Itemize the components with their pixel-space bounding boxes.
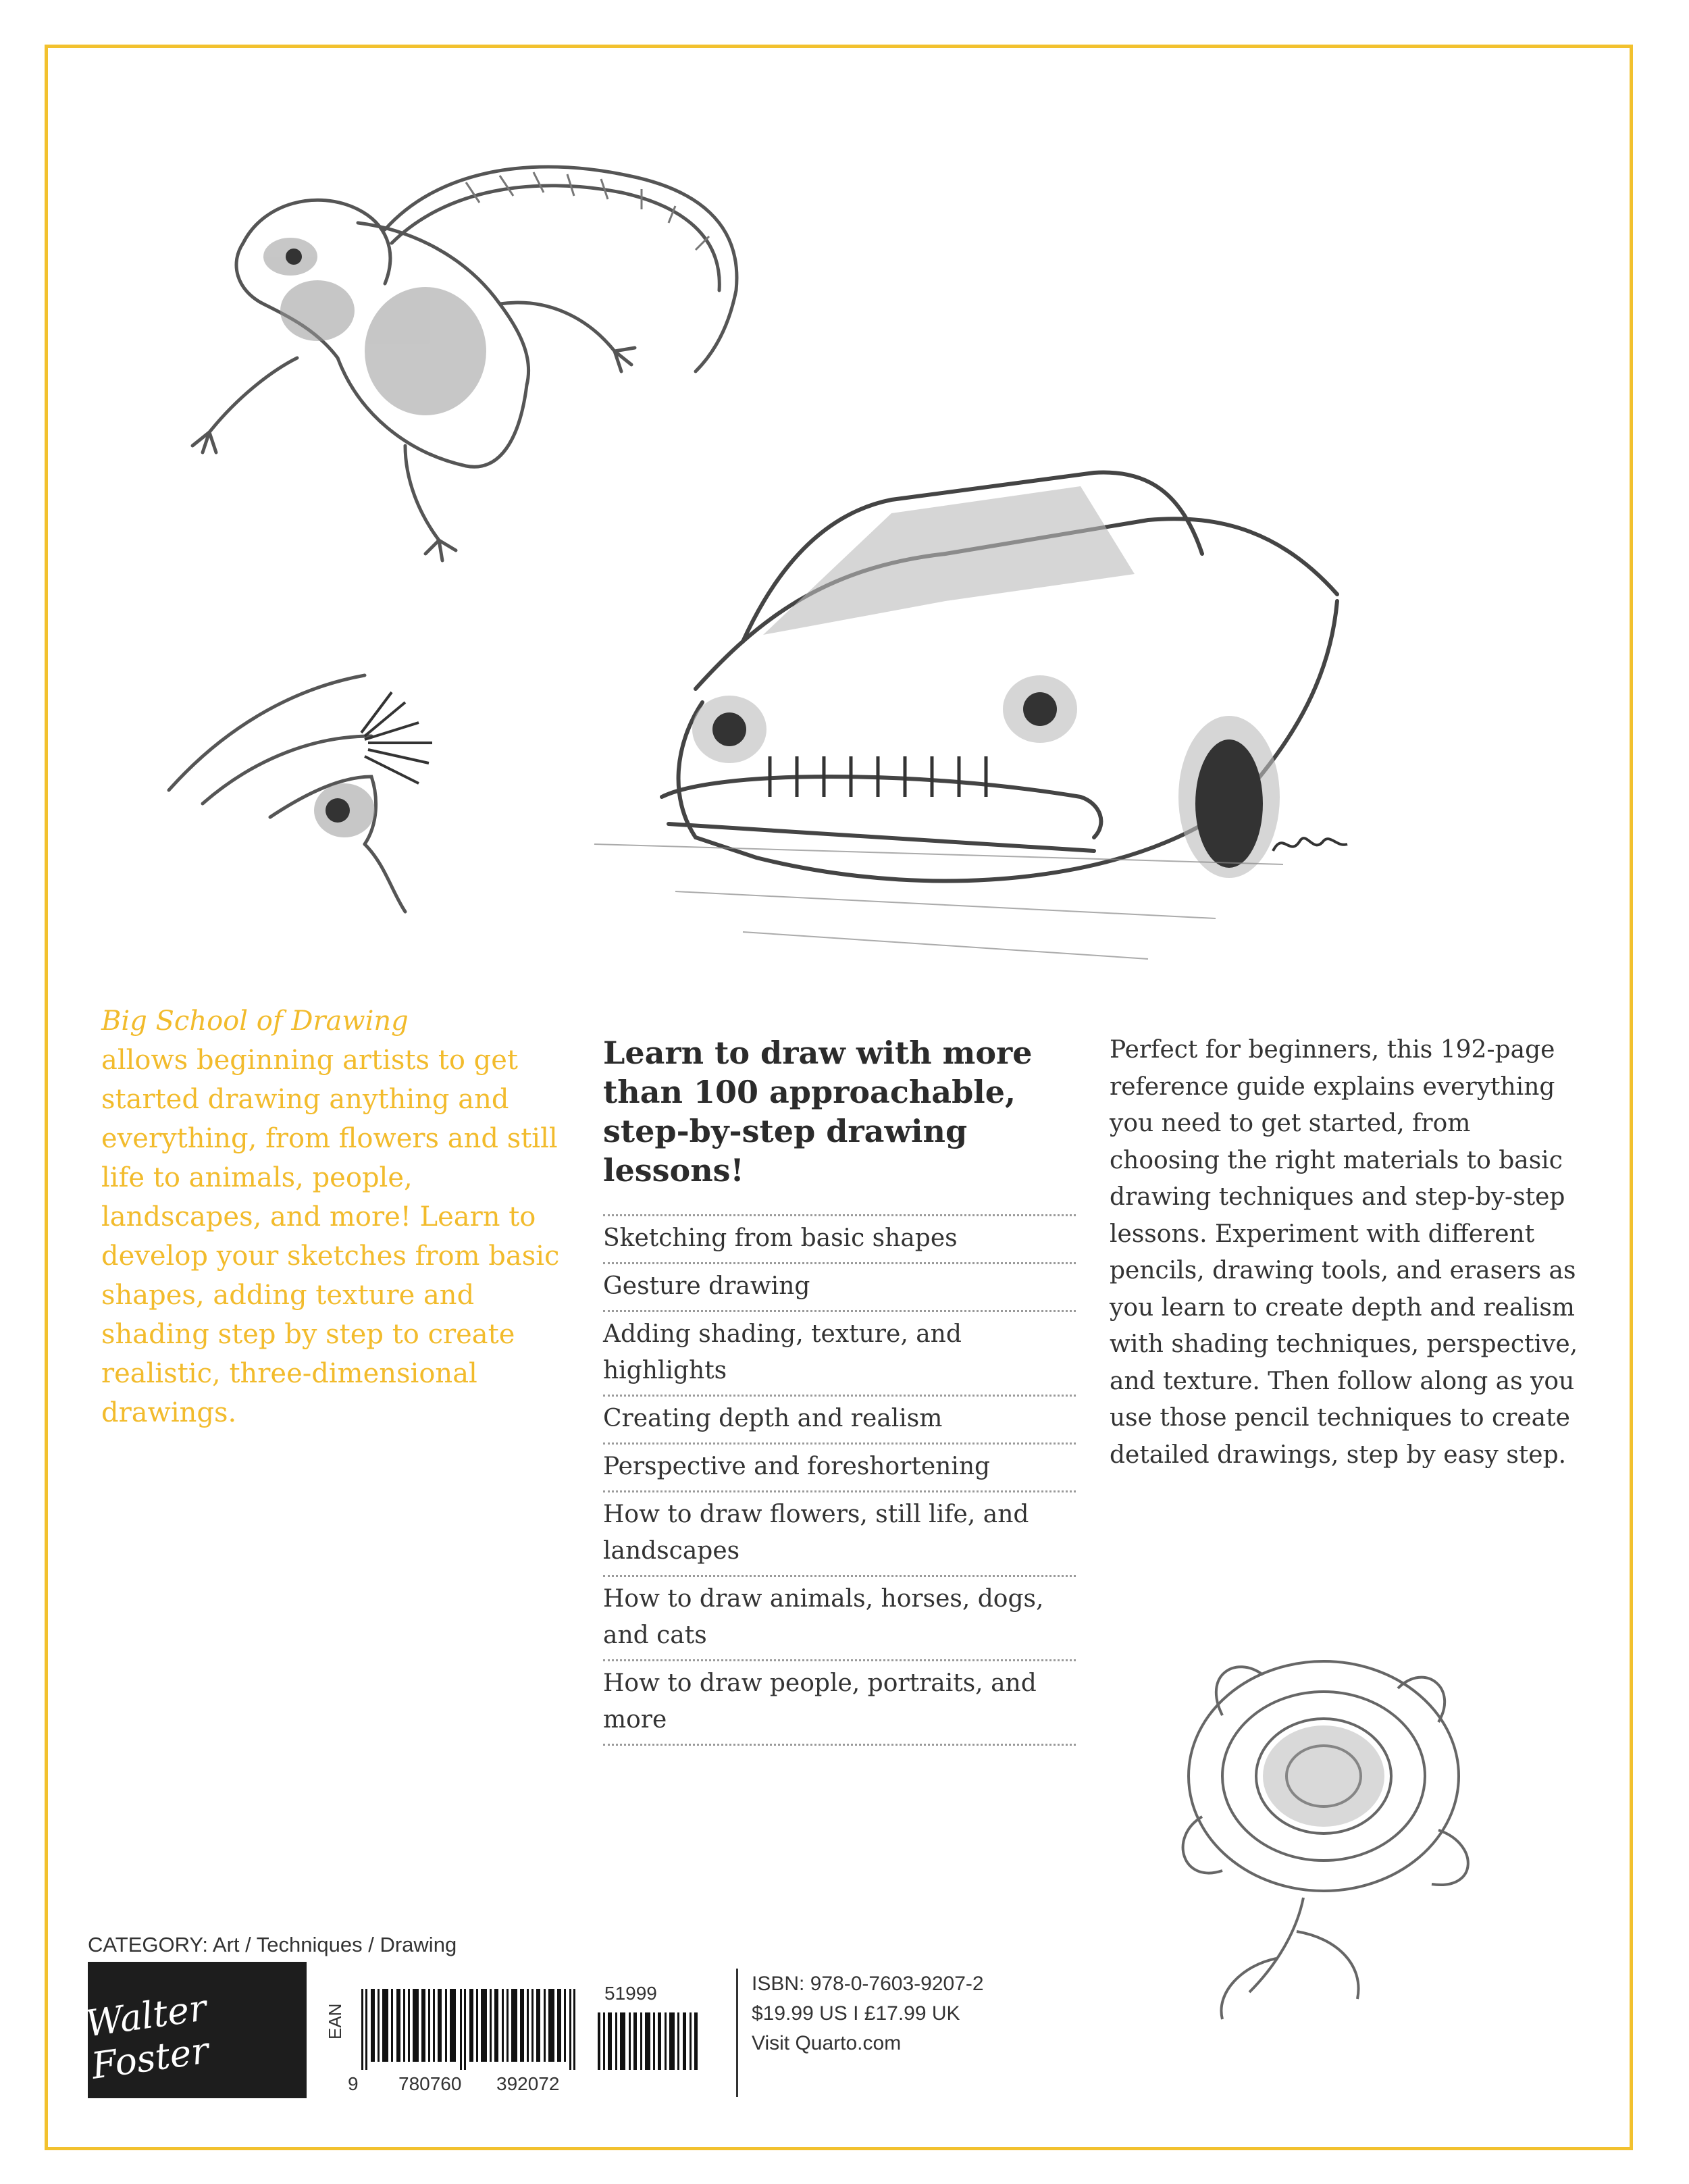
car-illustration — [540, 419, 1378, 999]
lesson-item: Adding shading, texture, and highlights — [603, 1312, 1076, 1397]
addon-barcode-bars — [598, 2012, 699, 2070]
website-link[interactable]: Visit Quarto.com — [752, 2032, 902, 2054]
lesson-item: How to draw animals, horses, dogs, and cats — [603, 1577, 1076, 1661]
ean-label: EAN — [325, 2003, 345, 2039]
lessons-section — [603, 1033, 1076, 1746]
flower-illustration — [1141, 1614, 1513, 2039]
lesson-item: How to draw flowers, still life, and landscapes — [603, 1492, 1076, 1577]
isbn-text: ISBN: 978-0-7603-9207-2 — [752, 1973, 984, 1995]
blurb — [101, 1002, 574, 1432]
barcode-right-digits: 392072 — [496, 2073, 560, 2094]
lesson-item: Gesture drawing — [603, 1264, 1076, 1312]
lessons-list — [603, 1214, 1076, 1746]
publisher-logo — [82, 1962, 307, 2098]
lessons-heading: Learn to draw with more than 100 approachable, step-by-step drawing lessons! — [603, 1035, 1033, 1189]
eye-illustration — [162, 662, 513, 932]
book-info — [752, 1969, 984, 2058]
category-label: CATEGORY: Art / Techniques / Drawing — [88, 1933, 457, 1956]
price-text: $19.99 US I £17.99 UK — [752, 2002, 960, 2025]
lesson-item: Sketching from basic shapes — [603, 1216, 1076, 1264]
barcode — [321, 1979, 739, 2100]
description: Perfect for beginners, this 192-page reference guide explains everything you need to get started, from choosing the right materials to basic drawing techniques and step-by-step lessons. Experiment with different pencils, drawing tools, and erasers as you learn to create depth and realism with shading techniques, perspective, and texture. Then follow along as you use those pencil techniques to create detailed drawings, step by easy step. — [1110, 1036, 1578, 1469]
price-addon-digits: 51999 — [604, 1983, 657, 2004]
blurb-text: allows beginning artists to get started drawing anything and everything, from flowers and still life to animals, people, landscapes, and more! Learn to develop your sketches from basic shapes, adding texture and shading step by step to create realistic, three-dimensional drawings. — [101, 1045, 560, 1428]
barcode-first-digit: 9 — [348, 2073, 359, 2094]
publisher-name: Walter Foster — [82, 1986, 211, 2087]
footer-divider — [736, 1969, 738, 2097]
book-title: Big School of Drawing — [101, 1006, 409, 1037]
lesson-item: How to draw people, portraits, and more — [603, 1661, 1076, 1746]
lesson-item: Creating depth and realism — [603, 1397, 1076, 1445]
artist-signature — [1270, 827, 1351, 861]
barcode-left-digits: 780760 — [398, 2073, 462, 2094]
lesson-item: Perspective and foreshortening — [603, 1445, 1076, 1492]
barcode-bars — [361, 1989, 577, 2070]
